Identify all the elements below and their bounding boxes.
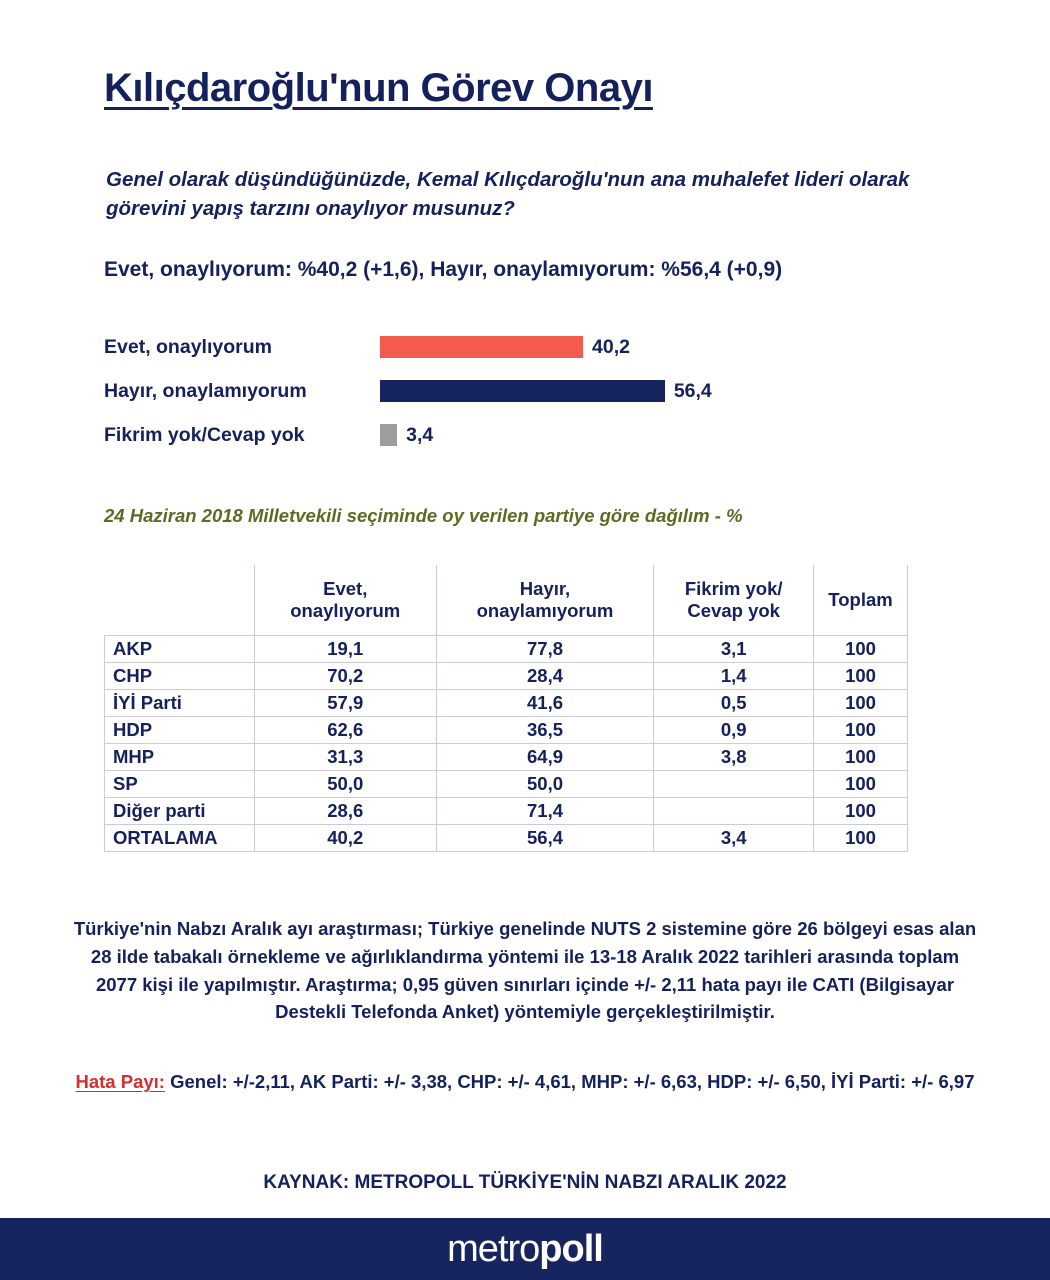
table-row	[105, 662, 908, 689]
cell-party: ORTALAMA	[105, 824, 255, 851]
source-line: KAYNAK: METROPOLL TÜRKİYE'NİN NABZI ARALIK 2022	[263, 1172, 787, 1193]
cell-evet: 57,9	[254, 689, 436, 716]
cell-toplam: 100	[814, 797, 908, 824]
logo-light-part: metro	[447, 1227, 540, 1270]
cell-toplam: 100	[814, 635, 908, 662]
cell-fikrim	[654, 770, 814, 797]
methodology-note: Türkiye'nin Nabzı Aralık ayı araştırması; Türkiye genelinde NUTS 2 sistemine göre 26 bölgeyi esas alan 28 ilde tabakalı örnekleme ve ağırlıklandırma yöntemi ile 13-18 Aralık 2022 tarihleri arasında toplam 2077 kişi ile yapılmıştır. Araştırma; 0,95 güven sınırları içinde +/- 2,11 hata payı ile CATI (Bilgisayar Destekli Telefonda Anket) yöntemiyle gerçekleştirilmiştir.	[73, 918, 977, 1023]
table-row	[105, 743, 908, 770]
cell-fikrim: 0,5	[654, 689, 814, 716]
cell-fikrim: 0,9	[654, 716, 814, 743]
cell-fikrim	[654, 797, 814, 824]
cell-party: İYİ Parti	[105, 689, 255, 716]
cell-fikrim: 3,8	[654, 743, 814, 770]
cell-fikrim: 3,4	[654, 824, 814, 851]
cell-toplam: 100	[814, 662, 908, 689]
table-header-toplam	[814, 565, 908, 635]
header-line-1: Hayır,	[519, 577, 571, 599]
page-title: Kılıçdaroğlu'nun Görev Onayı	[104, 66, 653, 110]
table-row	[105, 824, 908, 851]
cell-hayir: 50,0	[436, 770, 654, 797]
table-header-evet	[254, 565, 436, 635]
margin-of-error-note	[70, 1068, 980, 1096]
table-header-hayir	[436, 565, 654, 635]
logo-bold-part: poll	[539, 1227, 603, 1270]
table-corner-cell	[105, 565, 255, 635]
header-line-1: Toplam	[828, 588, 893, 610]
bar-chart	[104, 330, 964, 462]
cell-evet: 62,6	[254, 716, 436, 743]
bar-fill-fikrim	[380, 424, 397, 446]
table-row	[105, 797, 908, 824]
bar-track-evet	[380, 335, 964, 359]
margin-of-error-text: Genel: +/-2,11, AK Parti: +/- 3,38, CHP: +/- 4,61, MHP: +/- 6,63, HDP: +/- 6,50, İYİ Parti: +/- 6,97	[164, 1071, 975, 1092]
breakdown-table	[104, 565, 908, 852]
cell-hayir: 36,5	[436, 716, 654, 743]
cell-party: AKP	[105, 635, 255, 662]
cell-hayir: 56,4	[436, 824, 654, 851]
table-header-fikrim	[654, 565, 814, 635]
cell-toplam: 100	[814, 689, 908, 716]
cell-toplam: 100	[814, 824, 908, 851]
table-row	[105, 770, 908, 797]
cell-evet: 28,6	[254, 797, 436, 824]
metropoll-logo	[447, 1228, 603, 1271]
bar-fill-hayir	[380, 380, 665, 402]
cell-evet: 70,2	[254, 662, 436, 689]
table-row	[105, 716, 908, 743]
header-line-1: Fikrim yok/	[684, 577, 783, 599]
cell-evet: 31,3	[254, 743, 436, 770]
cell-evet: 19,1	[254, 635, 436, 662]
bar-label-evet: Evet, onaylıyorum	[104, 335, 272, 358]
cell-party: HDP	[105, 716, 255, 743]
survey-question: Genel olarak düşündüğünüzde, Kemal Kılıçdaroğlu'nun ana muhalefet lideri olarak görevini yapış tarzını onaylıyor musunuz?	[106, 168, 910, 221]
table-row	[105, 635, 908, 662]
cell-hayir: 64,9	[436, 743, 654, 770]
cell-fikrim: 1,4	[654, 662, 814, 689]
table-body	[105, 635, 908, 851]
header-line-1: Evet,	[323, 577, 368, 599]
cell-party: MHP	[105, 743, 255, 770]
cell-party: CHP	[105, 662, 255, 689]
cell-hayir: 28,4	[436, 662, 654, 689]
footer-bar	[0, 1218, 1050, 1280]
bar-fill-evet	[380, 336, 583, 358]
cell-hayir: 71,4	[436, 797, 654, 824]
bar-row	[104, 374, 964, 408]
header-line-2: onaylamıyorum	[476, 599, 614, 621]
table-header-row	[105, 565, 908, 635]
summary-line: Evet, onaylıyorum: %40,2 (+1,6), Hayır, onaylamıyorum: %56,4 (+0,9)	[104, 258, 783, 281]
bar-track-hayir	[380, 379, 964, 403]
cell-hayir: 41,6	[436, 689, 654, 716]
cell-toplam: 100	[814, 716, 908, 743]
table-row	[105, 689, 908, 716]
breakdown-subheading: 24 Haziran 2018 Milletvekili seçiminde oy verilen partiye göre dağılım - %	[104, 505, 743, 526]
cell-party: Diğer parti	[105, 797, 255, 824]
cell-evet: 50,0	[254, 770, 436, 797]
bar-track-fikrim	[380, 423, 964, 447]
header-line-2: onaylıyorum	[290, 599, 401, 621]
bar-row	[104, 418, 964, 452]
cell-toplam: 100	[814, 743, 908, 770]
bar-value-hayir: 56,4	[673, 379, 712, 402]
bar-label-fikrim: Fikrim yok/Cevap yok	[104, 423, 305, 446]
bar-label-hayir: Hayır, onaylamıyorum	[104, 379, 307, 402]
bar-value-evet: 40,2	[592, 335, 630, 358]
margin-of-error-label: Hata Payı:	[75, 1071, 165, 1092]
cell-toplam: 100	[814, 770, 908, 797]
cell-party: SP	[105, 770, 255, 797]
bar-value-fikrim: 3,4	[406, 423, 434, 446]
cell-fikrim: 3,1	[654, 635, 814, 662]
cell-evet: 40,2	[254, 824, 436, 851]
bar-row	[104, 330, 964, 364]
header-line-2: Cevap yok	[687, 599, 780, 621]
cell-hayir: 77,8	[436, 635, 654, 662]
